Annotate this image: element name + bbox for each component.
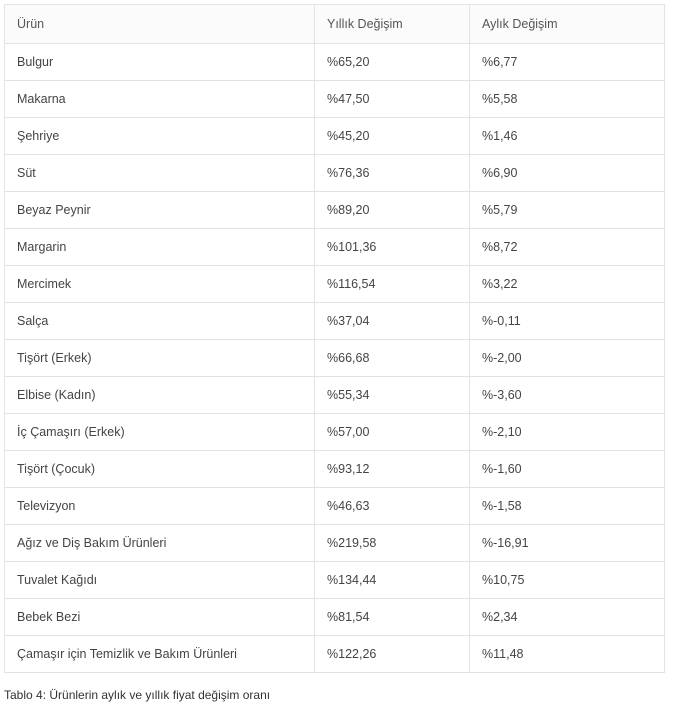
cell-product: Tişört (Erkek) — [5, 340, 315, 377]
column-header-monthly-change: Aylık Değişim — [470, 5, 665, 44]
cell-yearly-change: %89,20 — [315, 192, 470, 229]
table-row — [5, 525, 665, 562]
table-row — [5, 562, 665, 599]
cell-monthly-change: %3,22 — [470, 266, 665, 303]
cell-monthly-change: %-1,58 — [470, 488, 665, 525]
table-row — [5, 44, 665, 81]
cell-product: Beyaz Peynir — [5, 192, 315, 229]
cell-product: Tişört (Çocuk) — [5, 451, 315, 488]
cell-monthly-change: %-16,91 — [470, 525, 665, 562]
table-row — [5, 451, 665, 488]
cell-product: Margarin — [5, 229, 315, 266]
cell-yearly-change: %45,20 — [315, 118, 470, 155]
table-row — [5, 599, 665, 636]
cell-yearly-change: %81,54 — [315, 599, 470, 636]
cell-yearly-change: %134,44 — [315, 562, 470, 599]
cell-monthly-change: %2,34 — [470, 599, 665, 636]
cell-monthly-change: %-3,60 — [470, 377, 665, 414]
cell-product: Makarna — [5, 81, 315, 118]
cell-monthly-change: %6,77 — [470, 44, 665, 81]
cell-product: İç Çamaşırı (Erkek) — [5, 414, 315, 451]
table-header — [5, 5, 665, 44]
table-caption: Tablo 4: Ürünlerin aylık ve yıllık fiyat değişim oranı — [4, 688, 271, 702]
table-row — [5, 229, 665, 266]
cell-yearly-change: %55,34 — [315, 377, 470, 414]
table-body — [5, 44, 665, 673]
table-row — [5, 377, 665, 414]
cell-monthly-change: %8,72 — [470, 229, 665, 266]
cell-yearly-change: %122,26 — [315, 636, 470, 673]
cell-yearly-change: %57,00 — [315, 414, 470, 451]
cell-product: Tuvalet Kağıdı — [5, 562, 315, 599]
cell-yearly-change: %219,58 — [315, 525, 470, 562]
table-row — [5, 155, 665, 192]
cell-product: Çamaşır için Temizlik ve Bakım Ürünleri — [5, 636, 315, 673]
table-row — [5, 118, 665, 155]
table-row — [5, 636, 665, 673]
cell-monthly-change: %6,90 — [470, 155, 665, 192]
cell-product: Salça — [5, 303, 315, 340]
cell-monthly-change: %1,46 — [470, 118, 665, 155]
cell-product: Süt — [5, 155, 315, 192]
cell-monthly-change: %-1,60 — [470, 451, 665, 488]
cell-product: Elbise (Kadın) — [5, 377, 315, 414]
column-header-yearly-change: Yıllık Değişim — [315, 5, 470, 44]
cell-yearly-change: %76,36 — [315, 155, 470, 192]
cell-monthly-change: %-2,10 — [470, 414, 665, 451]
table-row — [5, 192, 665, 229]
cell-product: Mercimek — [5, 266, 315, 303]
table-header-row — [5, 5, 665, 44]
cell-monthly-change: %5,79 — [470, 192, 665, 229]
cell-yearly-change: %116,54 — [315, 266, 470, 303]
table-row — [5, 266, 665, 303]
cell-product: Bebek Bezi — [5, 599, 315, 636]
cell-product: Televizyon — [5, 488, 315, 525]
cell-monthly-change: %-0,11 — [470, 303, 665, 340]
cell-yearly-change: %101,36 — [315, 229, 470, 266]
cell-yearly-change: %66,68 — [315, 340, 470, 377]
cell-monthly-change: %-2,00 — [470, 340, 665, 377]
table-row — [5, 81, 665, 118]
cell-yearly-change: %37,04 — [315, 303, 470, 340]
cell-yearly-change: %93,12 — [315, 451, 470, 488]
price-change-table — [4, 4, 665, 673]
table-row — [5, 303, 665, 340]
cell-monthly-change: %5,58 — [470, 81, 665, 118]
cell-product: Ağız ve Diş Bakım Ürünleri — [5, 525, 315, 562]
table-row — [5, 488, 665, 525]
cell-yearly-change: %65,20 — [315, 44, 470, 81]
table-row — [5, 340, 665, 377]
cell-yearly-change: %46,63 — [315, 488, 470, 525]
cell-product: Şehriye — [5, 118, 315, 155]
cell-yearly-change: %47,50 — [315, 81, 470, 118]
cell-monthly-change: %10,75 — [470, 562, 665, 599]
table-row — [5, 414, 665, 451]
column-header-product: Ürün — [5, 5, 315, 44]
cell-product: Bulgur — [5, 44, 315, 81]
cell-monthly-change: %11,48 — [470, 636, 665, 673]
